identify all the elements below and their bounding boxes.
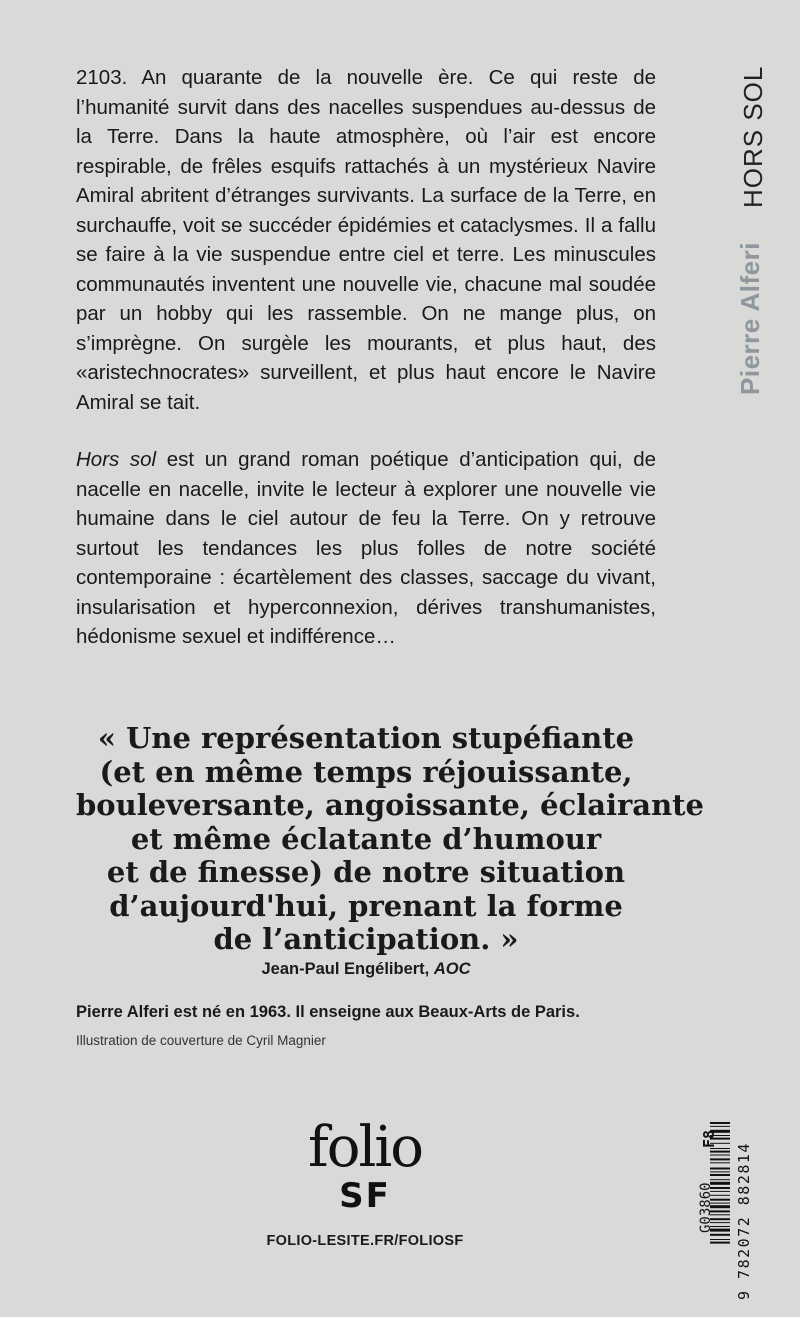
quote-line: et même éclatante d’humour xyxy=(130,821,602,856)
spine-title: HORS SOL xyxy=(738,65,768,208)
barcode-bar xyxy=(710,1126,730,1127)
spine-author: Pierre Alferi xyxy=(735,242,765,395)
blurb-paragraph-2 xyxy=(76,445,656,652)
barcode-bar xyxy=(710,1171,730,1172)
barcode-bar xyxy=(710,1179,730,1180)
logo-folio: folio xyxy=(308,1115,422,1180)
barcode-bar xyxy=(710,1239,730,1240)
quote-line: de l’anticipation. » xyxy=(213,922,519,956)
barcode-bar xyxy=(710,1234,730,1236)
blurb-paragraph-2-text: est un grand roman poétique d’anticipation qui, de nacelle en nacelle, invite le lecteur à explorer une nouvelle vie humaine dans le ciel autour de feu la Terre. On y retrouve surtout les tendances les plus folles de notre société contemporaine : écartèlement des classes, saccage du vivant, insularisation et hyperconnexion, dérives transhumanistes, hédonisme sexuel et indifférence… xyxy=(76,448,656,648)
blurb-paragraph-1: 2103. An quarante de la nouvelle ère. Ce qui reste de l’humanité survit dans des nacelles suspendues au-dessus de la Terre. Dans la haute atmosphère, où l’air est encore respirable, de frêles esquifs rattachés à un mystérieux Navire Amiral abritent d’étranges survivants. La surface de la Terre, en surchauffe, voit se succéder épidémies et cataclysmes. Il a fallu se faire à la vie suspendue entre ciel et terre. Les minuscules communautés inventent une nouvelle vie, chacune mal soudée par un hobby qui les rassemble. On ne mange plus, on s’imprègne. On surgèle les mourants, et plus haut, des «aristechnocrates» surveillent, et plus haut encore le Navire Amiral se tait. xyxy=(76,66,656,414)
illustration-credit: Illustration de couverture de Cyril Magnier xyxy=(76,1033,326,1048)
quote-author: Jean-Paul Engélibert, xyxy=(261,960,434,978)
barcode-isbn: 9 782072 882814 xyxy=(735,1142,753,1300)
barcode-bar xyxy=(710,1122,730,1124)
press-quote xyxy=(76,721,705,957)
barcode-product-code: G03860 xyxy=(698,1182,714,1233)
quote-line: et de finesse) de notre situation xyxy=(106,855,626,889)
barcode-bar xyxy=(710,1168,730,1170)
book-title-italic: Hors sol xyxy=(76,448,157,471)
barcode-bar xyxy=(710,1151,730,1153)
website-url: FOLIO-LESITE.FR/FOLIOSF xyxy=(266,1233,464,1249)
quote-line: bouleversante, angoissante, éclairante xyxy=(76,788,705,822)
author-bio: Pierre Alferi est né en 1963. Il enseigne aux Beaux-Arts de Paris. xyxy=(76,1003,580,1021)
folio-sf-logo xyxy=(300,1115,430,1216)
back-cover-blurb xyxy=(76,63,656,652)
barcode-bar xyxy=(710,1158,730,1160)
barcode-bar xyxy=(710,1174,730,1176)
barcode-price-code: F8 xyxy=(700,1129,718,1148)
barcode-bar xyxy=(710,1162,730,1163)
barcode-bar xyxy=(710,1148,730,1149)
quote-line: d’aujourd'hui, prenant la forme xyxy=(109,888,623,923)
barcode-bar xyxy=(710,1242,730,1244)
quote-line: (et en même temps réjouissante, xyxy=(99,754,633,789)
quote-source: AOC xyxy=(433,960,471,978)
quote-attribution xyxy=(76,960,656,979)
quote-line: « Une représentation stupéfiante xyxy=(97,721,635,755)
logo-sf: SF xyxy=(339,1176,391,1216)
barcode-bar xyxy=(710,1155,730,1156)
